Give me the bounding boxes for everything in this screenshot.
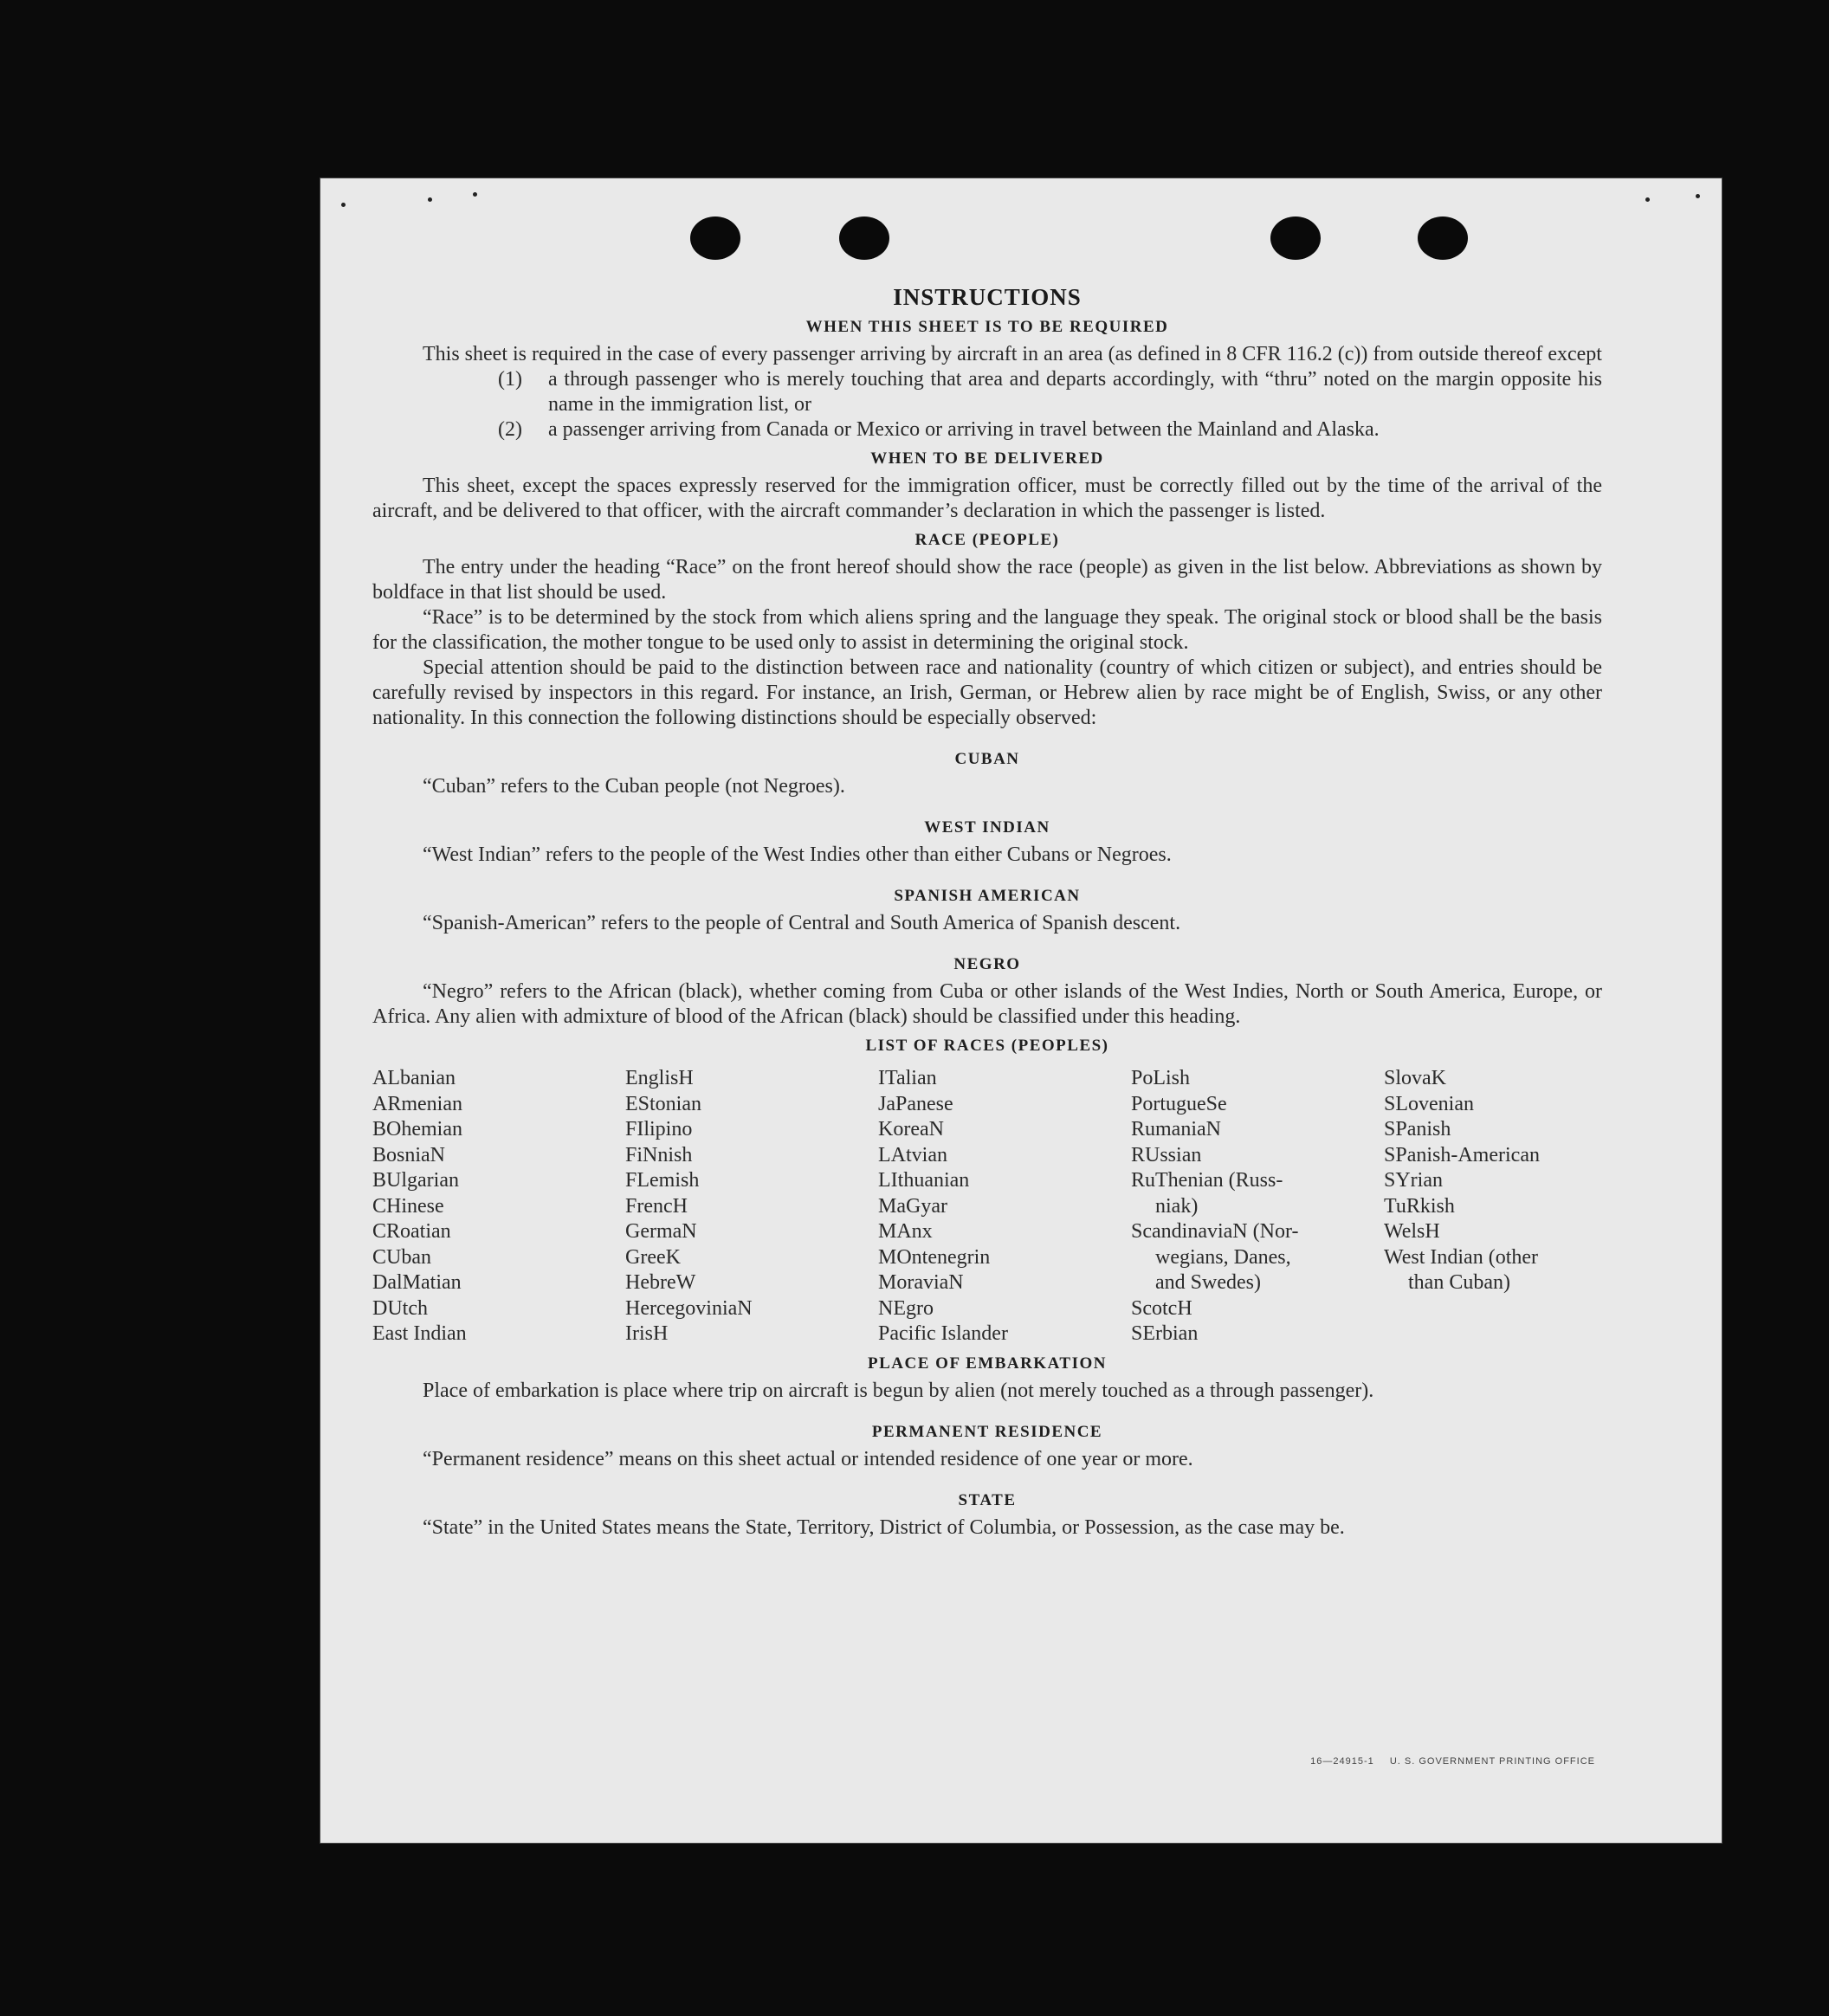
section-heading: RACE (PEOPLE) xyxy=(914,531,1060,549)
punch-hole xyxy=(1418,216,1468,260)
speck xyxy=(428,197,432,202)
section-heading: NEGRO xyxy=(953,955,1021,973)
section-heading: LIST OF RACES (PEOPLES) xyxy=(865,1037,1109,1055)
race-entry: ITalian xyxy=(878,1067,937,1089)
race-entry: than Cuban) xyxy=(1408,1271,1510,1294)
section-heading: STATE xyxy=(958,1490,1017,1509)
race-entry: FrencH xyxy=(625,1194,688,1218)
paragraph: Place of embarkation is place where trip on aircraft is begun by alien (not merely touched as a through passenger). xyxy=(423,1379,1374,1402)
punch-hole xyxy=(1270,216,1321,260)
race-entry: SErbian xyxy=(1131,1322,1199,1345)
section-heading: PERMANENT RESIDENCE xyxy=(871,1422,1103,1441)
race-entry: SPanish xyxy=(1384,1118,1451,1140)
paragraph: “Spanish-American” refers to the people of Central and South America of Spanish descent. xyxy=(423,912,1181,934)
race-entry: WelsH xyxy=(1384,1220,1440,1243)
race-entry: LAtvian xyxy=(878,1143,947,1166)
race-entry: East Indian xyxy=(372,1322,467,1345)
race-entry: ARmenian xyxy=(372,1092,462,1115)
paragraph: The entry under the heading “Race” on the front hereof should show the race (people) as given in the list below. Abbreviations as shown by boldface in that list should be used. xyxy=(372,556,1602,604)
section-heading: PLACE OF EMBARKATION xyxy=(868,1354,1107,1373)
race-column xyxy=(372,1066,625,1347)
speck xyxy=(1645,197,1650,202)
race-entry: wegians, Danes, xyxy=(1155,1245,1291,1269)
printer-name: U. S. GOVERNMENT PRINTING OFFICE xyxy=(1389,1756,1595,1767)
print-footer xyxy=(1298,1756,1595,1767)
race-entry: CUban xyxy=(372,1245,431,1269)
punch-hole xyxy=(839,216,889,260)
race-entry: FIlipino xyxy=(625,1118,693,1140)
race-entry: FiNnish xyxy=(625,1143,693,1166)
race-entry: ALbanian xyxy=(372,1067,456,1089)
item-number: (2) xyxy=(498,418,522,441)
race-entry: and Swedes) xyxy=(1155,1271,1261,1294)
race-entry: EStonian xyxy=(625,1092,701,1115)
document-sheet xyxy=(320,178,1722,1843)
race-entry: CHinese xyxy=(372,1194,444,1218)
race-entry: NEgro xyxy=(878,1296,934,1320)
race-column xyxy=(625,1066,878,1347)
paragraph: “Race” is to be determined by the stock from which aliens spring and the language they speak. The original stock or blood shall be the basis for the classification, the mother tongue to be used only to assist in determining the original stock. xyxy=(372,606,1602,654)
race-entry: SYrian xyxy=(1384,1169,1443,1192)
punch-hole xyxy=(690,216,740,260)
race-entry: HebreW xyxy=(625,1271,696,1294)
race-entry: MaGyar xyxy=(878,1194,947,1218)
race-entry: PortugueSe xyxy=(1131,1092,1227,1115)
race-entry: SLovenian xyxy=(1384,1092,1474,1115)
race-entry: ScandinaviaN (Nor- xyxy=(1131,1220,1299,1243)
item-text: a passenger arriving from Canada or Mexico or arriving in travel between the Mainland and Alaska. xyxy=(548,418,1380,441)
page-title: INSTRUCTIONS xyxy=(893,284,1082,310)
race-entry: HercegoviniaN xyxy=(625,1296,753,1320)
paragraph: This sheet is required in the case of every passenger arriving by aircraft in an area (as defined in 8 CFR 116.2 (c)) from outside thereof except xyxy=(423,343,1602,365)
list-item xyxy=(372,417,1602,443)
section-heading: WHEN TO BE DELIVERED xyxy=(870,449,1104,468)
race-entry: RUssian xyxy=(1131,1143,1202,1166)
list-item xyxy=(372,367,1602,417)
race-list xyxy=(372,1066,1602,1347)
item-text: a through passenger who is merely touching that area and departs accordingly, with “thru” noted on the margin opposite his name in the immigration list, or xyxy=(548,368,1602,416)
paragraph: This sheet, except the spaces expressly reserved for the immigration officer, must be correctly filled out by the time of the arrival of the aircraft, and be delivered to that officer, with the aircraft commander’s declaration in which the passenger is listed. xyxy=(372,475,1602,522)
speck xyxy=(341,203,346,207)
race-entry: RuThenian (Russ- xyxy=(1131,1169,1283,1192)
race-entry: KoreaN xyxy=(878,1118,944,1140)
section-heading: SPANISH AMERICAN xyxy=(894,887,1081,905)
speck xyxy=(473,192,477,197)
race-entry: niak) xyxy=(1155,1194,1199,1218)
race-column xyxy=(1384,1066,1609,1347)
race-entry: LIthuanian xyxy=(878,1169,970,1192)
paragraph: Special attention should be paid to the distinction between race and nationality (country of which citizen or subject), and entries should be carefully revised by inspectors in this regard. For instance, an Irish, German, or Hebrew alien by race might be of English, Swiss, or any other nationality. In this connection the following distinctions should be especially observed: xyxy=(372,656,1602,729)
race-entry: GermaN xyxy=(625,1220,697,1243)
section-heading: CUBAN xyxy=(954,750,1020,768)
race-entry: MoraviaN xyxy=(878,1271,964,1294)
race-column xyxy=(1131,1066,1384,1347)
race-entry: IrisH xyxy=(625,1322,669,1345)
paragraph: “State” in the United States means the State, Territory, District of Columbia, or Possession, as the case may be. xyxy=(423,1515,1345,1539)
section-heading: WEST INDIAN xyxy=(924,818,1050,837)
race-entry: ScotcH xyxy=(1131,1296,1192,1320)
paragraph: “West Indian” refers to the people of the West Indies other than either Cubans or Negroes. xyxy=(423,843,1172,866)
paragraph: “Cuban” refers to the Cuban people (not Negroes). xyxy=(423,775,845,798)
speck xyxy=(1696,194,1700,198)
race-entry: FLemish xyxy=(625,1169,700,1192)
race-entry: Pacific Islander xyxy=(878,1322,1008,1345)
race-entry: MAnx xyxy=(878,1220,933,1243)
race-entry: TuRkish xyxy=(1384,1194,1455,1218)
race-entry: PoLish xyxy=(1131,1067,1191,1089)
instructions-content xyxy=(372,284,1602,1541)
race-entry: DUtch xyxy=(372,1296,428,1320)
form-code: 16—24915-1 xyxy=(1310,1756,1374,1767)
race-entry: West Indian (other xyxy=(1384,1245,1539,1269)
race-entry: BOhemian xyxy=(372,1118,462,1140)
race-entry: DalMatian xyxy=(372,1271,462,1294)
race-entry: EnglisH xyxy=(625,1067,694,1089)
race-entry: RumaniaN xyxy=(1131,1118,1221,1140)
race-entry: BUlgarian xyxy=(372,1169,459,1192)
race-entry: MOntenegrin xyxy=(878,1245,991,1269)
race-entry: JaPanese xyxy=(878,1092,953,1115)
item-number: (1) xyxy=(498,368,522,391)
race-entry: SPanish-American xyxy=(1384,1143,1540,1166)
race-entry: GreeK xyxy=(625,1245,681,1269)
race-entry: CRoatian xyxy=(372,1220,451,1243)
race-entry: BosniaN xyxy=(372,1143,445,1166)
race-entry: SlovaK xyxy=(1384,1067,1446,1089)
paragraph: “Permanent residence” means on this sheet actual or intended residence of one year or more. xyxy=(423,1447,1193,1470)
paragraph: “Negro” refers to the African (black), whether coming from Cuba or other islands of the West Indies, North or South America, Europe, or Africa. Any alien with admixture of blood of the African (black) should be classified under this heading. xyxy=(372,980,1602,1028)
race-column xyxy=(878,1066,1131,1347)
section-heading: WHEN THIS SHEET IS TO BE REQUIRED xyxy=(805,318,1169,336)
